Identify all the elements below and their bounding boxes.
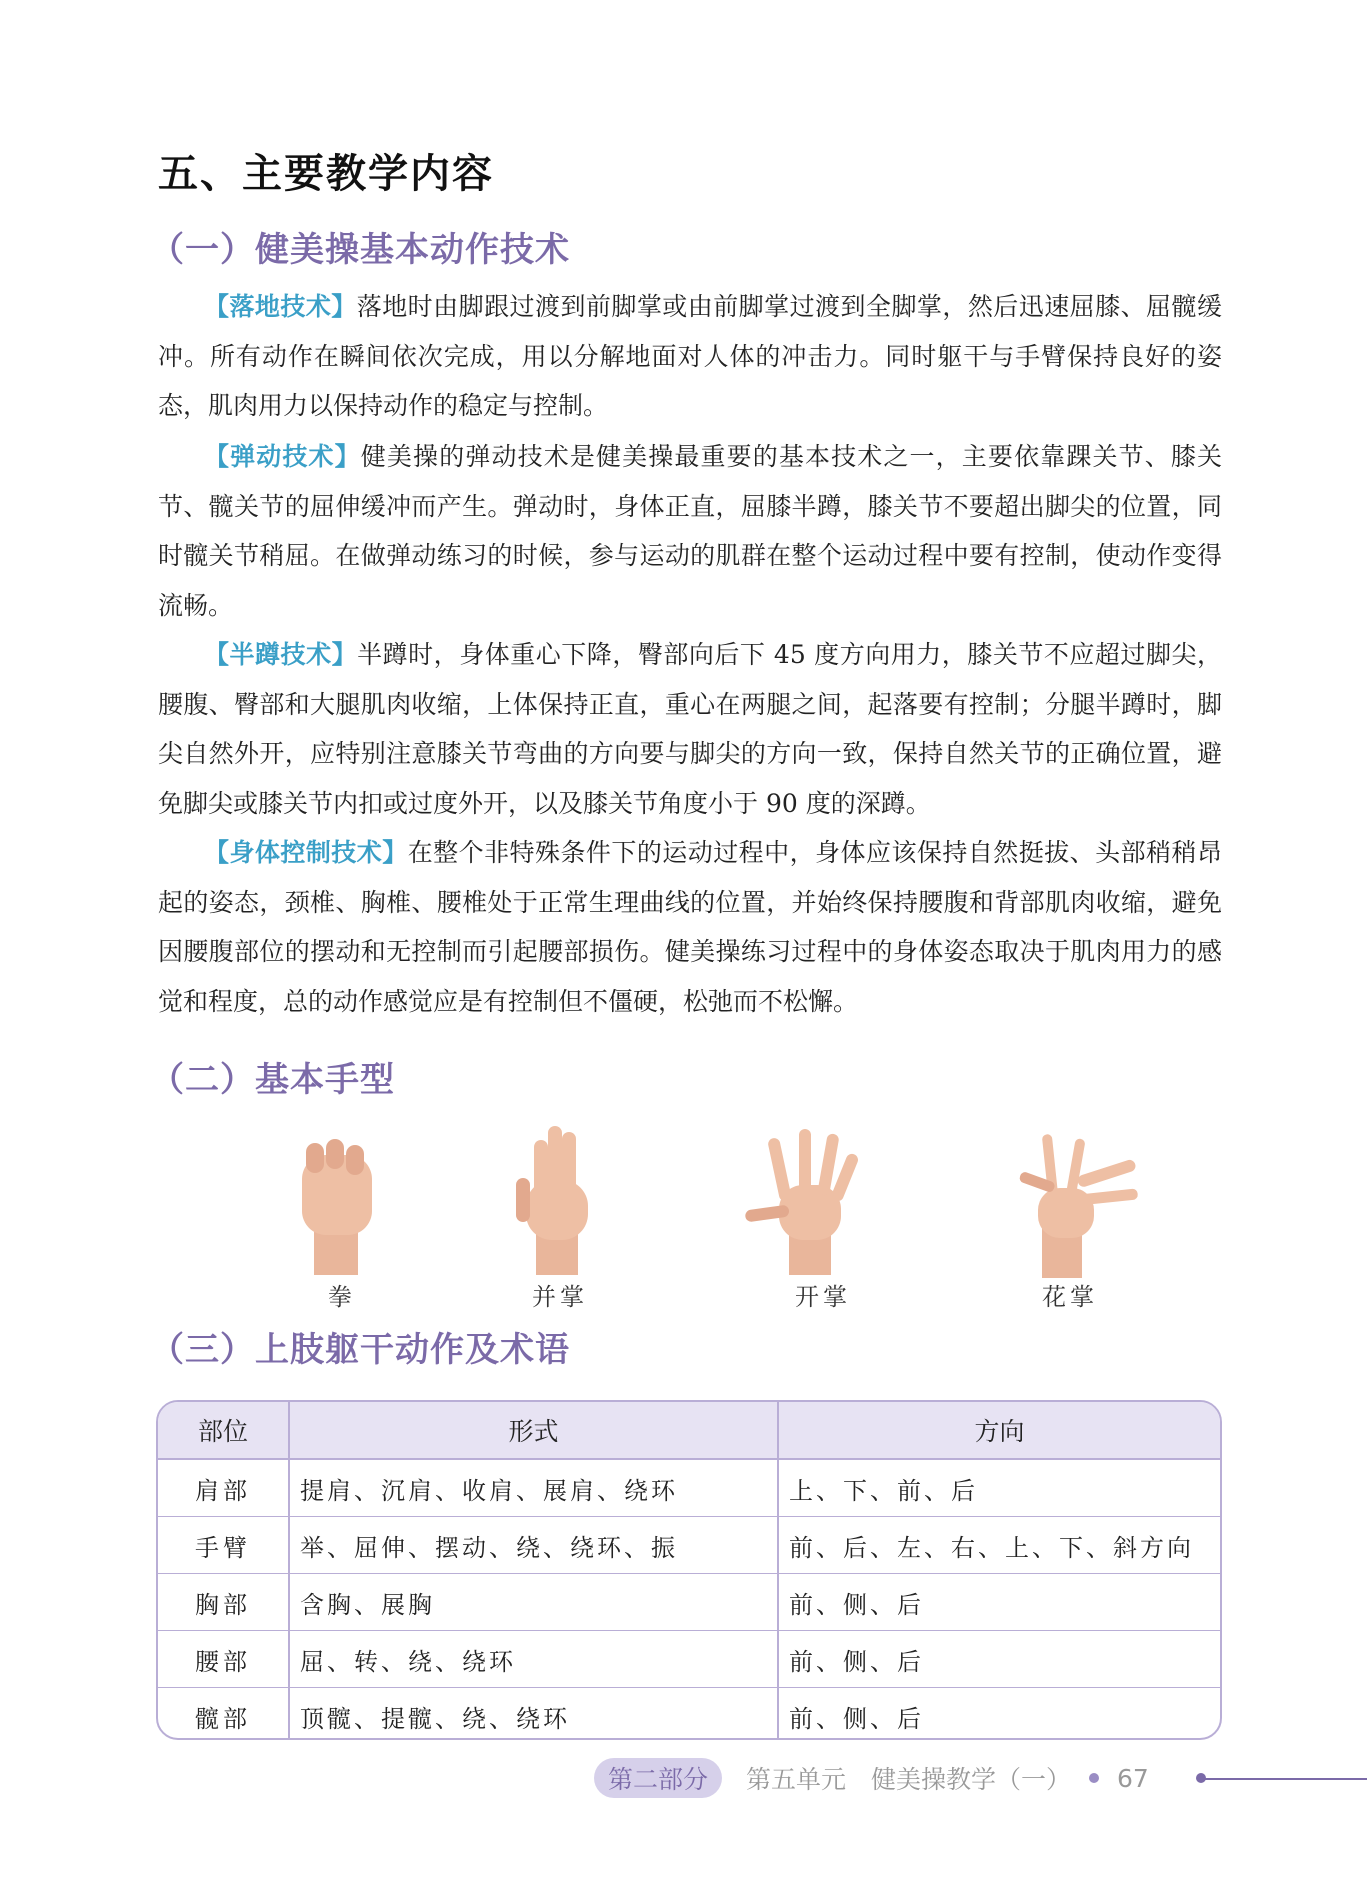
cell-form: 顶髋、提髋、绕、绕环 — [289, 1688, 778, 1741]
section-title-3: （三）上肢躯干动作及术语 — [150, 1330, 570, 1370]
cell-direction: 前、后、左、右、上、下、斜方向 — [778, 1517, 1220, 1574]
page-number: 67 — [1117, 1763, 1149, 1793]
cell-direction: 前、侧、后 — [778, 1574, 1220, 1631]
cell-form: 含胸、展胸 — [289, 1574, 778, 1631]
caption-flower-palm: 花掌 — [1042, 1283, 1098, 1311]
cell-part: 髋部 — [158, 1688, 289, 1741]
column-header-direction: 方向 — [778, 1402, 1220, 1459]
table-row — [158, 1688, 1220, 1741]
cell-direction: 前、侧、后 — [778, 1631, 1220, 1688]
keyword-landing: 【落地技术】 — [204, 292, 357, 321]
keyword-squat: 【半蹲技术】 — [204, 640, 358, 669]
fist-hand-image — [292, 1135, 382, 1275]
cell-form: 提肩、沉肩、收肩、展肩、绕环 — [289, 1459, 778, 1517]
paragraph-text: 落地时由脚跟过渡到前脚掌或由前脚掌过渡到全脚掌，然后迅速屈膝、屈髋缓冲。所有动作在瞬间依次完成，用以分解地面对人体的冲击力。同时躯干与手臂保持良好的姿态，肌肉用力以保持动作的稳定与控制。 — [158, 292, 1222, 421]
footer-part-badge: 第二部分 — [594, 1758, 722, 1798]
section-title-1: （一）健美操基本动作技术 — [150, 230, 570, 270]
footer-rule — [1200, 1778, 1367, 1780]
caption-flat-palm: 并掌 — [532, 1283, 588, 1311]
paragraph-text: 健美操的弹动技术是健美操最重要的基本技术之一，主要依靠踝关节、膝关节、髋关节的屈伸缓冲而产生。弹动时，身体正直，屈膝半蹲，膝关节不要超出脚尖的位置，同时髋关节稍屈。在做弹动练习的时候，参与运动的肌群在整个运动过程中要有控制，使动作变得流畅。 — [158, 442, 1222, 620]
paragraph-text: 半蹲时，身体重心下降，臀部向后下 45 度方向用力，膝关节不应超过脚尖，腰腹、臀部和大腿肌肉收缩，上体保持正直，重心在两腿之间，起落要有控制；分腿半蹲时，脚尖自然外开，应特别注意膝关节弯曲的方向要与脚尖的方向一致，保持自然关节的正确位置，避免脚尖或膝关节内扣或过度外开，以及膝关节角度小于 90 度的深蹲。 — [158, 640, 1222, 818]
cell-form: 屈、转、绕、绕环 — [289, 1631, 778, 1688]
open-palm-hand-image — [745, 1125, 865, 1275]
cell-part: 胸部 — [158, 1574, 289, 1631]
cell-form: 举、屈伸、摆动、绕、绕环、振 — [289, 1517, 778, 1574]
paragraph-text: 在整个非特殊条件下的运动过程中，身体应该保持自然挺拔、头部稍稍昂起的姿态，颈椎、胸椎、腰椎处于正常生理曲线的位置，并始终保持腰腹和背部肌肉收缩，避免因腰腹部位的摆动和无控制而引起腰部损伤。健美操练习过程中的身体姿态取决于肌肉用力的感觉和程度，总的动作感觉应是有控制但不僵硬，松弛而不松懈。 — [158, 838, 1222, 1016]
cell-direction: 前、侧、后 — [778, 1688, 1220, 1741]
keyword-bounce: 【弹动技术】 — [204, 442, 361, 471]
page-heading: 五、主要教学内容 — [158, 150, 494, 197]
column-header-form: 形式 — [289, 1402, 778, 1459]
paragraph-landing — [158, 282, 1222, 431]
footer-dot-icon — [1089, 1773, 1099, 1783]
table-row — [158, 1574, 1220, 1631]
column-header-part: 部位 — [158, 1402, 289, 1459]
cell-part: 腰部 — [158, 1631, 289, 1688]
paragraph-bounce — [158, 432, 1222, 630]
footer-unit-title: 第五单元 健美操教学（一） — [746, 1765, 1072, 1794]
cell-direction: 上、下、前、后 — [778, 1459, 1220, 1517]
terminology-table — [156, 1400, 1222, 1740]
paragraph-squat — [158, 630, 1222, 828]
flat-palm-hand-image — [512, 1120, 602, 1275]
section-title-2: （二）基本手型 — [150, 1060, 395, 1100]
keyword-body-control: 【身体控制技术】 — [204, 838, 408, 867]
cell-part: 手臂 — [158, 1517, 289, 1574]
cell-part: 肩部 — [158, 1459, 289, 1517]
table-row — [158, 1631, 1220, 1688]
table-row — [158, 1459, 1220, 1517]
caption-fist: 拳 — [328, 1283, 356, 1311]
flower-palm-hand-image — [1018, 1128, 1148, 1278]
table-row — [158, 1517, 1220, 1574]
page-footer — [594, 1758, 1149, 1798]
caption-open-palm: 开掌 — [795, 1283, 851, 1311]
paragraph-body-control — [158, 828, 1222, 1026]
